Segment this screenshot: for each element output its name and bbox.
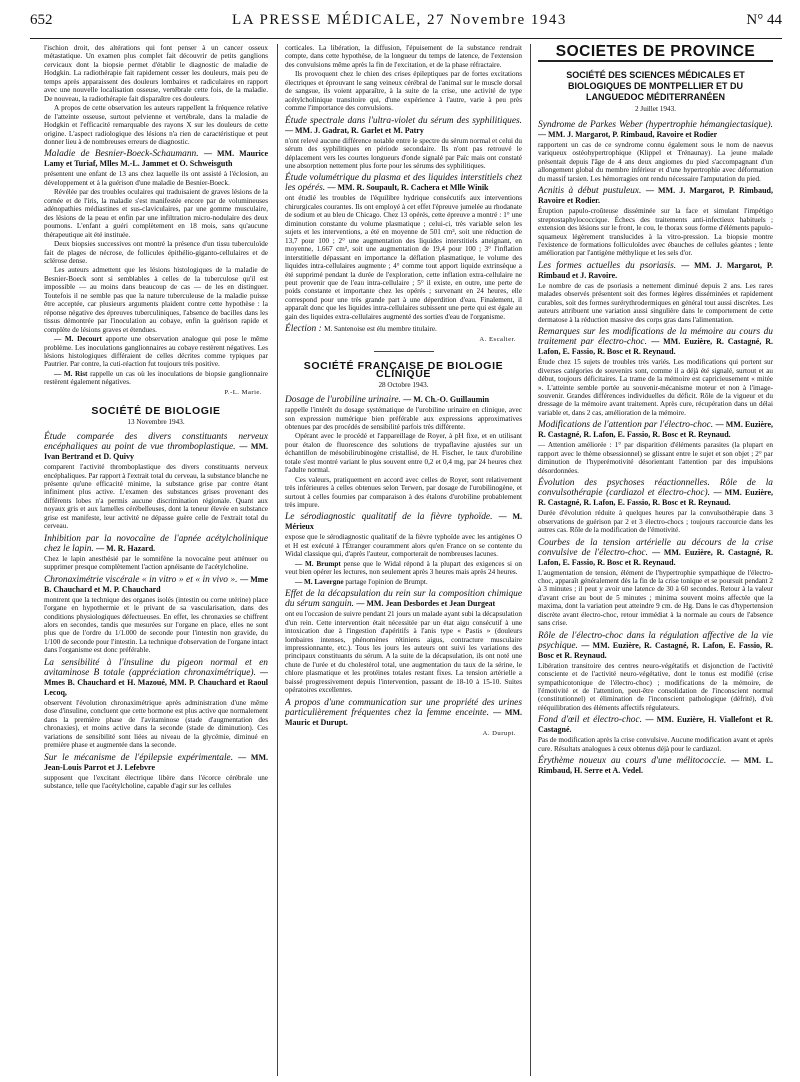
column-3 [538, 44, 773, 1076]
paragraph: Étude chez 15 sujets de troubles très variés. Les modifications qui portent sur diverses catégories de souvenirs sont, comme il a déjà été signalé, surtout et au début, toujours déficitaires. La trame de la mémoire est capricieusement « mitée ». L'atteinte semble portée au souvenir-mécanisme moteur et non à l'image-souvenir. Grandes différences individuelles du déficit. Rôle de la vigueur et du dressage de la mémoire avant traitement. Après cure, récupération dans un délai variable et, dans 2 cas, amélioration de la mémoire. [538, 358, 773, 417]
article-authors: — MM. Maurice Lamy et Turiaf, Mlles M.-L. Jammet et O. Schweisguth [44, 149, 268, 169]
article-title-text: Étude spectrale dans l'ultra-violet du sérum des syphilitiques. [285, 115, 522, 126]
article-title [538, 120, 773, 140]
article-title-text: Érythème noueux au cours d'une mélitococcie. [538, 756, 727, 767]
paragraph: n'ont relevé aucune différence notable entre le spectre du sérum normal et celui du sérum des syphilitiques en période secondaire. Ils n'ont pas retrouvé le déplacement vers les courtes longueurs d'onde signalé par Païc mais ont constaté une absorption nettement plus forte pour les sérums des syphilitiques. [285, 136, 522, 170]
section-date: 28 Octobre 1943. [378, 380, 429, 389]
article-title-text: Maladie de Besnier-Boeck-Schaumann. [44, 149, 199, 160]
article-authors: — Mmes B. Chauchard et H. Mazoué, MM. P. Chauchard et Raoul Lecoq, [44, 667, 268, 697]
article-authors: — MM. Euzière, R. Castagné, R. Lafon, E. Fassio, R. Bosc et R. Reynaud. [538, 488, 773, 508]
article-title-text: A propos d'une communication sur une propriété des urines particulièrement fréquentes chez la femme enceinte. [285, 697, 522, 718]
text: M. Santenoise est élu membre titulaire. [324, 325, 437, 334]
article-authors: — MM. J. Margarot, P. Rimbaud, Ravoire et Rodier [538, 129, 718, 139]
article-title [44, 534, 268, 554]
article-title-text: Courbes de la tension artérielle au décours de la crise convulsive de l'électro-choc. [538, 537, 773, 558]
paragraph: expose que le sérodiagnostic qualitatif de la fièvre typhoïde avec les antigènes O et H est exécuté à l'Étranger couramment alors qu'en France on se contente du Widal classique qui, d'après l'auteur, comporterait de nombreuses lacunes. [285, 533, 522, 559]
author: — M. Lavergne [295, 577, 344, 586]
issue-number: N° 44 [746, 12, 782, 28]
article-title [538, 538, 773, 568]
article-title-text: Sur le mécanisme de l'épilepsie expérimentale. [44, 752, 234, 763]
article-title [538, 478, 773, 508]
paragraph: Révélée par des troubles oculaires qui traduisaient de graves lésions de la cornée et de l'iris, la maladie s'est manifestée encore par de volumineuses adénopathies médiastines et sus-claviculaires, par une gomme musculaire, des lésions de la peau et enfin par une infiltration micro-nodulaire des deux poumons. L'enfant a guéri complètement en 18 mois, sans qu'aucune thérapeutique ait été instituée. [44, 188, 268, 239]
article-title-text: Rôle de l'électro-choc dans la régulation affective de la vie psychique. [538, 630, 773, 651]
article-title-text: Dosage de l'urobiline urinaire. [285, 395, 401, 406]
page-header [30, 12, 782, 38]
divider [374, 351, 434, 352]
paragraph: — Attention améliorée : 1° par disparition d'éléments parasites (la plupart en rapport avec le thème obsessionnel) se glissant entre le sujet et son objet ; 2° par diminution de l'hyperémotivité désorientant l'attention par des impulsions désordonnées. [538, 441, 773, 475]
page-number: 652 [30, 12, 53, 28]
paragraph: Les auteurs admettent que les lésions histologiques de la maladie de Besnier-Boeck sont si semblables à celles de la tuberculose qu'il est impossible — au moins dans beaucoup de cas — de les en distinguer. Toutefois il ne semble pas que la nature tuberculeuse de la maladie puisse être acceptée, car plusieurs arguments plaident contre cette hypothèse : la réponse négative des épreuves tuberculiniques, l'absence de bacilles dans les tissus démontrée par l'inoculation au cobaye, enfin la guérison rapide et complète de lésions graves et étendues. [44, 266, 268, 334]
article-authors: — MM. R. Soupault, R. Cachera et Mlle Winik [327, 183, 489, 193]
section-date: 13 Novembre 1943. [127, 417, 185, 426]
paragraph: corticales. La libération, la diffusion, l'épuisement de la substance rendrait compte, dans cette hypothèse, de la longueur du temps de latence, de l'extension des convulsions même après la fin de l'excitation, et de la phase réfractaire. [285, 44, 522, 69]
column-2 [285, 44, 522, 1076]
author: — M. Rist [54, 369, 88, 378]
paragraph: supposent que l'excitant électrique libère dans l'écorce cérébrale une substance, telle que l'acétylcholine, capable d'agir sur les cellules [44, 773, 268, 790]
article-authors: — MM. Euzière, R. Castagné, R. Lafon, E. Fassio, R. Bosc et R. Reynaud. [538, 420, 773, 440]
article-authors: — MM. L. Rimbaud, H. Serre et A. Vedel. [538, 756, 773, 776]
paragraph: Ces valeurs, pratiquement en accord avec celles de Royer, sont relativement très inférieures à celles obtenues selon Terwen, par dosage de l'urobilinogène, et surtout à celles fournies par comparaison à des étalons d'urobiline probablement très impure. [285, 475, 522, 510]
article-authors: — Mme B. Chauchard et M. P. Chauchard [44, 574, 268, 594]
article-title-text: Inhibition par la novocaïne de l'apnée acétylcholinique chez le lapin. [44, 533, 268, 554]
paragraph: L'augmentation de tension, élément de l'hypertrophie sympathique de l'électro-choc, apparaît généralement dès la fin de la crise tonique et se poursuit pendant 2 à 3 minutes ; il peut y avoir une latence de 30 à 60 secondes. Retour à la valeur d'avant crise au bout de 5 minutes ; minima souvent moins affectée que la maxima, dont la variation peut atteindre 9 cm. de Hg. Dans le cas d'hypertension discrète avant électro-choc, retour immédiat à la normale au cours de l'absence sans crise. [538, 568, 773, 628]
article-title [44, 753, 268, 773]
article-title [538, 186, 773, 206]
text: partage l'opinion de Brumpt. [345, 577, 428, 586]
paragraph [285, 560, 522, 577]
society-title: SOCIÉTÉ DES SCIENCES MÉDICALES ET BIOLOGIQUES DE MONTPELLIER ET DU LANGUEDOC MÉDITERRANÉEN [566, 70, 745, 103]
article-title [285, 116, 522, 136]
article-title-text: La sensibilité à l'insuline du pigeon normal et en avitaminose B totale (appréciation chronaximétrique). [44, 657, 268, 678]
section-title: SOCIÉTÉ DE BIOLOGIE [91, 405, 221, 418]
article-title [285, 324, 522, 334]
section-banner: SOCIÉTÉS DE PROVINCE [538, 48, 773, 62]
author: — M. Brumpt [295, 559, 341, 568]
paragraph: A propos de cette observation les auteurs rappellent la fréquence relative de l'atteinte osseuse, surtout pelvienne et vertébrale, dans la maladie de Hodgkin et l'efficacité remarquable des rayons X sur les douleurs de cette origine. L'aspect radiologique des lésions n'a rien de caractéristique et peut donner lieu à de nombreuses erreurs de diagnostic. [44, 104, 268, 146]
paragraph: l'ischion droit, des altérations qui font penser à un cancer osseux métastatique. Un examen plus complet fait découvrir de petits ganglions cervicaux dont la biopsie permet d'établir le diagnostic de maladie de Hodgkin. La radiothérapie fait rapidement cesser les douleurs, mais peu de temps après apparaissent des douleurs lombaires et radiculaires en rapport avec une nouvelle localisation osseuse, vertébrale cette fois, de la maladie. De nouveau, la radiothérapie fait disparaître ces douleurs. [44, 44, 268, 103]
article-title [538, 631, 773, 661]
paragraph [285, 578, 522, 586]
article-authors: — MM. Ivan Bertrand et D. Quivy [44, 442, 268, 462]
article-authors: — MM. Jean-Louis Parrot et J. Lefebvre [44, 752, 268, 772]
article-title-text: Syndrome de Parkes Weber (hypertrophie hémangiectasique). [538, 119, 773, 130]
paragraph: comparent l'activité thromboplastique des divers constituants nerveux encéphaliques. Par rapport à l'extrait total du cerveau, la substance blanche ne présente qu'une efficacité minime, la substance grise par contre étant infiniment plus active. L'examen des substances grises provenant des différents lobes n'a permis aucune discrimination régionale. Quant aux noyaux gris et aux lamelles cérébelleuses, dont la teneur élevée en substance grise est manifeste, leur activité ne dépasse guère celle de l'extrait total du cerveau. [44, 463, 268, 531]
paragraph: rapportent un cas de ce syndrome connu également sous le nom de naevus variqueux ostéohypertrophique (Klippel et Trénaunay). La jeune malade présentait depuis l'âge de 4 ans deux angiomes du pied s'accompagnant d'un allongement global du membre inférieur et d'une hypertrophie avec déformation du massif tarsien. Les hémorragies ont rendu nécessaire l'amputation du pied. [538, 140, 773, 183]
article-authors: — M. R. Hazard. [96, 543, 156, 553]
article-title [538, 261, 773, 281]
article-title [285, 395, 522, 405]
section-title: SOCIÉTÉ FRANÇAISE DE BIOLOGIE CLINIQUE [303, 359, 504, 381]
article-title-text: Étude volumétrique du plasma et des liquides interstitiels chez les opérés. [285, 173, 522, 194]
paragraph: Pas de modification après la crise convulsive. Aucune modification avant et après cure. Résultats analogues à ceux obtenus déjà pour le cardiazol. [538, 736, 773, 753]
text: pense que le Widal répond à la plupart des exigences si on veut bien opérer les lectures, non seulement après 3 heures mais après 24 heures. [285, 559, 522, 577]
article-authors: — MM. Euzière, H. Viallefont et R. Castagné. [538, 715, 773, 735]
signature: A. Durupt. [482, 729, 516, 737]
paragraph: Éruption papulo-croûteuse disséminée sur la face et simulant l'impétigo streptostaphylococcique. Échecs des traitements anti-infectieux habituels ; extension des lésions sur le front, le cou, le thorax sous forme d'éléments papulo-squameux légèrement translucides à la vitro-pression. La biopsie montre l'existence de formations folliculoïdes avec ébauches de cellules géantes ; lente amélioration par l'antigène méthylique et les sels d'or. [538, 207, 773, 258]
article-authors: — M. Ch.-O. Guillaumin [403, 395, 490, 405]
text: rappelle un cas où les inoculations de biopsie ganglionnaire restèrent également négatives. [44, 369, 268, 387]
column-separator-1 [277, 44, 278, 1076]
article-title-text: Élection : [285, 324, 322, 335]
article-authors: — M. Mérieux [285, 512, 522, 532]
masthead: LA PRESSE MÉDICALE, 27 Novembre 1943 [232, 12, 567, 28]
paragraph: rappelle l'intérêt du dosage systématique de l'urobiline urinaire en clinique, avec son expression numérique bien préférable aux expressions approximatives obtenues par des procédés de sensibilité parfois très différente. [285, 406, 522, 431]
article-title [44, 575, 268, 595]
article-title-text: Modifications de l'attention par l'électro-choc. [538, 420, 714, 431]
article-authors: — MM. J. Gadrat, R. Garlet et M. Patry [285, 125, 424, 135]
paragraph [44, 370, 268, 387]
paragraph: ont eu l'occasion de suivre pendant 21 jours un malade ayant subi la décapsulation d'un rein. Cette intervention était nécessitée par un état aigu consécutif à une intoxication due à l'ingestion d'apéritifs à l'anis type « Pastis » (douleurs lombaires intenses, phénomènes rétiniens aigus, contracture musculaire impressionnante, etc.). Tous les jours les auteurs ont suivi les variations des principaux constituants du sérum. A la suite de la décapsulation, ils ont noté une chute de l'urée et du cholestérol total, une augmentation du taux de la sérine, le chlore plasmatique et les protéines totales restant fixes. La tension artérielle a baissé progressivement depuis l'intervention, passant de 18-10 à 15-10. Suites opératoires excellentes. [285, 610, 522, 695]
article-title [538, 756, 773, 776]
article-title-text: Étude comparée des divers constituants nerveux encéphaliques au point de vue thromboplastique. [44, 432, 268, 453]
article-title-text: Chronaximétrie viscérale « in vitro » et « in vivo ». [44, 574, 238, 585]
author: — M. Decourt [54, 335, 102, 344]
article-authors: — MM. Euzière, R. Castagné, R. Lafon, E. Fassio, R. Bosc et R. Reynaud. [538, 337, 773, 357]
paragraph: Durée d'évolution réduite à quelques heures par la convulsothérapie dans 3 observations de guérison par 2 et 3 électro-chocs ; toujours raccourcie dans les autres cas. Rôle de la modification de l'émotivité. [538, 509, 773, 535]
article-title [44, 432, 268, 462]
paragraph: Chez le lapin anesthésié par le somnifène la novocaïne peut atténuer ou supprimer presque complètement l'action apnéisante de l'acétylcholine. [44, 554, 268, 572]
article-title [538, 420, 773, 440]
paragraph: Deux biopsies successives ont montré la présence d'un tissu tuberculoïde fait de plages de nécrose, de follicules épithélio-giganto-cellulaires et de sclérose dense. [44, 240, 268, 265]
article-title-text: Remarques sur les modifications de la mémoire au cours du traitement par électro-choc. [538, 327, 773, 348]
article-authors: — MM. J. Margarot, P. Rimbaud et J. Ravoire. [538, 260, 773, 280]
column-separator-2 [530, 44, 531, 1076]
article-title-text: Le sérodiagnostic qualitatif de la fièvre typhoïde. [285, 512, 493, 523]
article-authors: — MM. Euzière, R. Castagné, R. Lafon, E. Fassio, R. Bosc et R. Reynaud. [538, 640, 773, 660]
text: apporte une observation analogue qui pose le même problème. Les inoculations ganglionnaires au cobaye restèrent négatives. Les lésions histologiques différaient de celles décrites comme typiques par Pautrier. Par contre, la cuti-réaction fut toujours très positive. [44, 335, 268, 369]
article-title [44, 149, 268, 169]
article-title-text: Effet de la décapsulation du rein sur la composition chimique du sérum sanguin. [285, 589, 522, 610]
article-title [285, 173, 522, 193]
signature: P.-L. Marie. [224, 388, 262, 396]
article-title-text: Les formes actuelles du psoriasis. [538, 260, 677, 271]
article-authors: — MM. Jean Desbordes et Jean Durgeat [356, 599, 496, 609]
article-title [538, 327, 773, 357]
paragraph: montrent que la technique des organes isolés (intestin ou corne utérine) place l'organe en hypothermie et le privant de sa vascularisation, dans des conditions physiologiques défectueuses. En effet, les chronaxies se chiffrent alors en secondes, tandis que mesurées sur l'organe en place, elles ne sont plus que de l'ordre du 1/1.000 de seconde pour l'intestin non gravide, du 1/100 de seconde pour l'intestin. La technique d'observation de l'organe intact dans l'organisme est donc préférable. [44, 595, 268, 655]
article-authors: — MM. Euzière, R. Castagné, R. Lafon, E. Fassio, R. Bosc et R. Reynaud. [538, 547, 773, 567]
section-date: 2 Juillet 1943. [635, 105, 676, 114]
header-rule [30, 38, 782, 39]
article-title [285, 698, 522, 728]
paragraph: ont étudié les troubles de l'équilibre hydrique consécutifs aux interventions chirurgicales courantes. Ils ont employé à cet effet l'épreuve jumelée au rhodanate de sodium et au bleu de Chicago. Chez 13 opérés, cette épreuve a montré : 1° une diminution constante du volume plasmatique ; celui-ci, très variable selon les sujets et les interventions, a été en moyenne de 501 cm³, soit une réduction de 13,7 pour 100 ; 2° une augmentation des liquides interstitiels atteignant, en moyenne, 1.667 cm³, soit une augmentation de 19,4 pour 100 ; 3° l'inflation interstitielle dépassant en importance la déflation plasmatique, le volume des liquides intra-cellulaires augmente ; 4° comme tout apport liquide extrinsèque a été supprimé pendant la durée de l'exploration, cette inflation extra-cellulaire ne peut provenir que de l'eau intra-cellulaire ; 5° il existe, en outre, une perte de poids constante et importante chez les opérés ; survenant en 24 heures, elle correspond pour une très grande part à une déperdition d'eau. Finalement, il apparaît donc que les liquides intra-cellulaires subissent une perte qui est égale au gain des liquides extra-cellulaires augmenté des sorties d'eau de l'organisme. [285, 194, 522, 321]
article-title [285, 589, 522, 609]
article-title-text: Fond d'œil et électro-choc. [538, 715, 642, 726]
article-title [538, 715, 773, 735]
article-title [44, 658, 268, 698]
article-authors: — MM. J. Margarot, P. Rimbaud, Ravoire et Rodier. [538, 186, 773, 206]
paragraph: Opérant avec le procédé et l'appareillage de Royer, à pH fixe, et en utilisant pour étalon de fluorescence des solutions de trypaflavine ajustées sur un échantillon de mésobilirubinogène cristallisé, de H. Fischer, le taux d'urobiline totale s'est montré variant le plus souvent entre 0,2 et 0,4 mg, par 24 heures chez l'adulte normal. [285, 432, 522, 475]
paragraph: Le nombre de cas de psoriasis a nettement diminué depuis 2 ans. Les rares malades observés présentent soit des formes légères disséminées et rapidement curables, soit des formes surérythrodermiques en général tout aussi discrètes. Les auteurs attribuent une variation aussi singulière dans le comportement de cette dermatose à la réduction massive des corps gras dans l'alimentation. [538, 281, 773, 324]
article-title-text: Évolution des psychoses réactionnelles. Rôle de la convulsothérapie (cardiazol et électro-choc). [538, 478, 773, 499]
signature: A. Escalier. [479, 336, 516, 344]
paragraph [44, 335, 268, 369]
paragraph: observent l'évolution chronaximétrique après administration d'une même dose d'insuline, concluent que cette hormone est plus active que normalement dans la première phase de l'avitaminose (stade d'augmentation des chronaxies), et moins active dans la seconde (stade de diminution). Ces variations de sensibilité sont liées au niveau de la glycémie, diminué en première phase et augmentée dans la seconde. [44, 698, 268, 750]
article-authors: — MM. Mauric et Durupt. [285, 707, 522, 727]
article-title-text: Acnitis à début pustuleux. [538, 186, 642, 197]
column-1 [44, 44, 268, 1076]
paragraph: Libération transitoire des centres neuro-végétatifs et disjonction de l'activité consciente et de l'activité neuro-végétative, dont le tonus est modifié (crise sympathicotonique de l'électro-choc) ; modifications de la mémoire, de l'émotivité et de l'attention, peut-être consolidation de l'inconscient normal (constitutionnel) et élimination de l'inconscient pathologique (défrité), d'où rééquilibration des éléments affectifs régulateurs. [538, 661, 773, 712]
paragraph: Ils provoquent chez le chien des crises épileptiques par de fortes excitations électriques et éprouvant le sang veineux cérébral de l'animal sur le muscle dorsal de sangsue, ils voient apparaître, à la suite de la crise, une activité de type acétylcholinique transitoire qui, d'une expérience à l'autre, varie à peu près comme l'importance des convulsions. [285, 70, 522, 113]
article-title [285, 512, 522, 532]
paragraph: présentent une enfant de 13 ans chez laquelle ils ont assisté à l'éclosion, au développement et à la guérison d'une maladie de Besnier-Boeck. [44, 170, 268, 187]
